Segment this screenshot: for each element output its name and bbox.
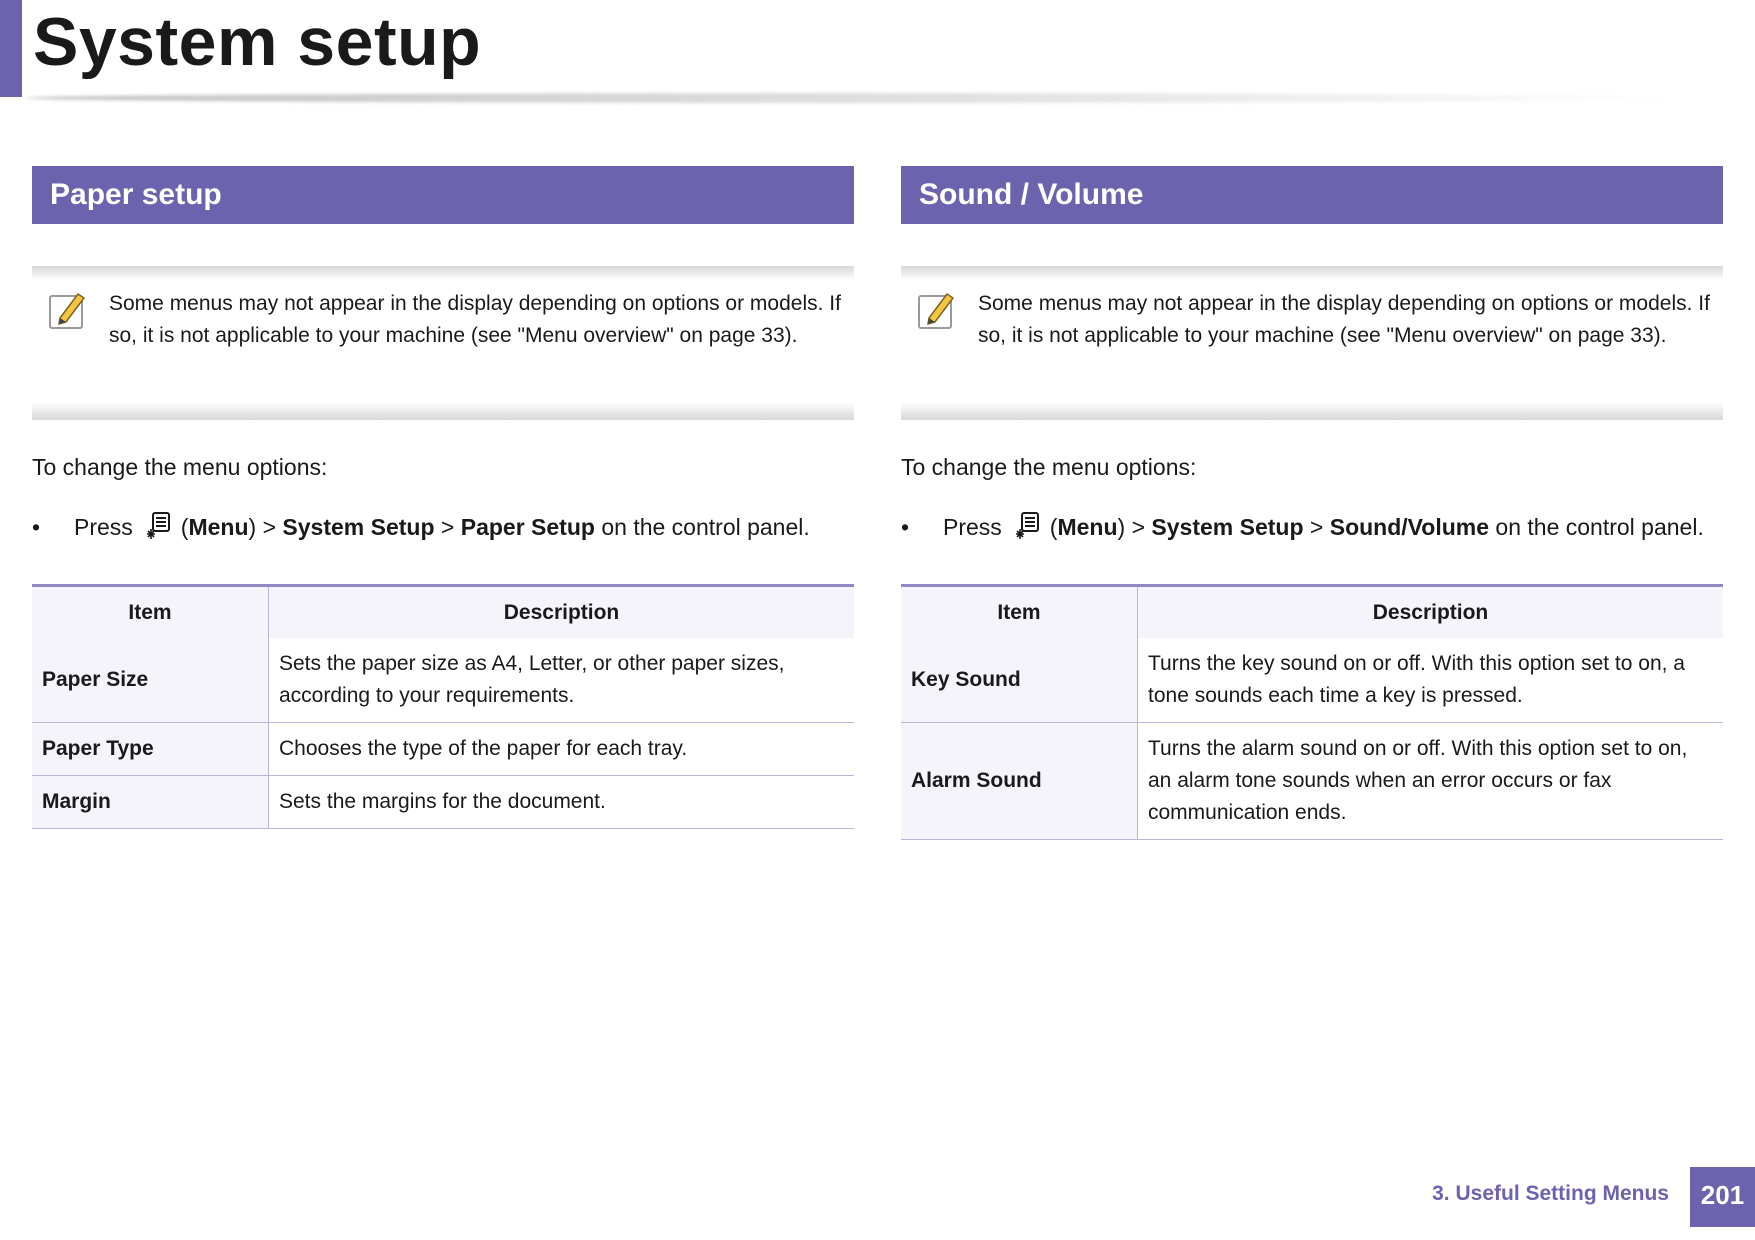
menu-icon	[1016, 511, 1042, 541]
menu-icon	[147, 511, 173, 541]
item-cell: Paper Type	[32, 723, 269, 776]
path-system-setup: System Setup	[1151, 514, 1304, 540]
bullet-marker: •	[901, 514, 910, 540]
path-system-setup: System Setup	[282, 514, 435, 540]
path-separator: >	[440, 514, 455, 540]
path-sound-volume: Sound/Volume	[1329, 514, 1490, 540]
table-row	[32, 638, 854, 723]
item-cell: Alarm Sound	[901, 723, 1138, 840]
path-paper-setup: Paper Setup	[460, 514, 595, 540]
section-sound-volume	[901, 166, 1723, 840]
title-divider	[26, 93, 1686, 103]
note-box	[32, 266, 854, 420]
note-pencil-icon	[917, 288, 959, 332]
sound-volume-table	[901, 584, 1723, 840]
footer-chapter: 3. Useful Setting Menus	[1432, 1182, 1669, 1205]
table-row	[32, 776, 854, 829]
page-number: 201	[1690, 1167, 1755, 1227]
header-item: Item	[901, 586, 1138, 639]
note-pencil-icon	[48, 288, 90, 332]
description-cell: Sets the margins for the document.	[269, 776, 855, 829]
press-text: Press	[74, 514, 133, 540]
bullet-marker: •	[32, 514, 41, 540]
menu-label: Menu	[188, 514, 249, 540]
intro-text: To change the menu options:	[901, 454, 1197, 480]
header-item: Item	[32, 586, 269, 639]
description-cell: Turns the key sound on or off. With this option set to on, a tone sounds each time a key is pressed.	[1138, 638, 1724, 723]
paper-setup-table	[32, 584, 854, 829]
bullet-suffix: on the control panel.	[601, 514, 810, 540]
table-row	[32, 723, 854, 776]
menu-open: (	[1049, 514, 1058, 540]
note-text: Some menus may not appear in the display depending on options or models. If so, it is not applicable to your machine (see "Menu overview" on page 33).	[109, 292, 841, 347]
item-cell: Margin	[32, 776, 269, 829]
header-description: Description	[1138, 586, 1724, 639]
description-cell: Turns the alarm sound on or off. With this option set to on, an alarm tone sounds when an error occurs or fax communication ends.	[1138, 723, 1724, 840]
item-cell: Key Sound	[901, 638, 1138, 723]
instruction-bullet	[32, 511, 854, 543]
table-header-row	[901, 586, 1723, 639]
note-text: Some menus may not appear in the display depending on options or models. If so, it is not applicable to your machine (see "Menu overview" on page 33).	[978, 292, 1710, 347]
menu-close: ) >	[248, 514, 277, 540]
section-paper-setup	[32, 166, 854, 829]
section-heading: Sound / Volume	[901, 166, 1723, 224]
instruction-bullet	[901, 511, 1723, 543]
section-heading: Paper setup	[32, 166, 854, 224]
title-accent-bar	[0, 0, 22, 97]
path-separator: >	[1309, 514, 1324, 540]
table-row	[901, 723, 1723, 840]
note-box	[901, 266, 1723, 420]
header-description: Description	[269, 586, 855, 639]
menu-label: Menu	[1057, 514, 1118, 540]
press-text: Press	[943, 514, 1002, 540]
page-title: System setup	[33, 4, 482, 80]
description-cell: Sets the paper size as A4, Letter, or other paper sizes, according to your requirements.	[269, 638, 855, 723]
description-cell: Chooses the type of the paper for each tray.	[269, 723, 855, 776]
menu-open: (	[180, 514, 189, 540]
table-row	[901, 638, 1723, 723]
intro-text: To change the menu options:	[32, 454, 328, 480]
bullet-suffix: on the control panel.	[1495, 514, 1704, 540]
table-header-row	[32, 586, 854, 639]
menu-close: ) >	[1117, 514, 1146, 540]
item-cell: Paper Size	[32, 638, 269, 723]
